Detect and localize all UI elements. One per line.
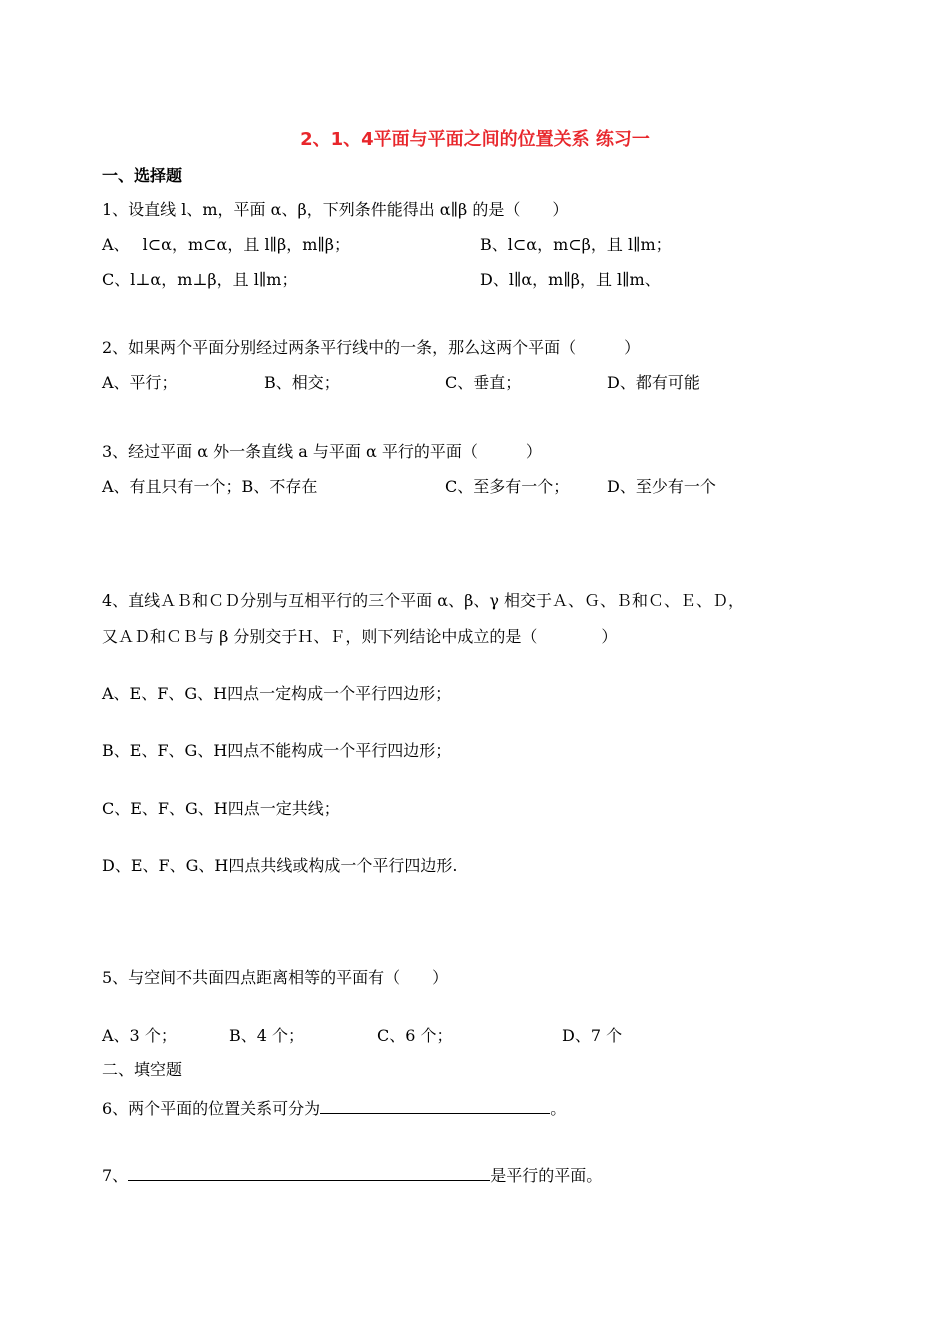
question-4-option-b: B、E、F、G、H四点不能构成一个平行四边形；: [102, 741, 452, 760]
question-2-option-c: C、垂直；: [445, 373, 522, 392]
question-5-stem: 5、与空间不共面四点距离相等的平面有（ ）: [102, 968, 449, 987]
section-heading-fill: 二、填空题: [102, 1060, 183, 1079]
question-3-option-c: C、至多有一个；: [445, 477, 570, 496]
question-2-option-d: D、都有可能: [607, 373, 700, 392]
page-title: 2、1、4平面与平面之间的位置关系 练习一: [300, 129, 650, 150]
question-1-option-c: C、l⊥α，m⊥β，且 l∥m；: [102, 270, 298, 289]
question-1-option-d: D、l∥α，m∥β，且 l∥m、: [480, 270, 661, 289]
question-2-stem: 2、如果两个平面分别经过两条平行线中的一条，那么这两个平面（ ）: [102, 338, 641, 357]
question-6: [102, 1097, 566, 1119]
section-heading-choice: 一、选择题: [102, 166, 183, 185]
question-4-option-a: A、E、F、G、H四点一定构成一个平行四边形；: [102, 684, 452, 703]
question-1-stem: 1、设直线 l、m，平面 α、β，下列条件能得出 α∥β 的是（ ）: [102, 200, 569, 219]
question-2-option-b: B、相交；: [264, 373, 340, 392]
question-5-option-a: A、3 个；: [102, 1026, 177, 1045]
question-5-option-b: B、4 个；: [229, 1026, 305, 1045]
question-6-answer-blank[interactable]: [320, 1097, 550, 1114]
question-3-stem: 3、经过平面 α 外一条直线 a 与平面 α 平行的平面（ ）: [102, 442, 542, 461]
question-4-stem-line2: 又ＡＤ和ＣＢ与 β 分别交于Ｈ、Ｆ，则下列结论中成立的是（ ）: [102, 627, 618, 646]
question-2-option-a: A、平行；: [102, 373, 178, 392]
question-7-prefix: 7、: [102, 1166, 129, 1185]
question-3-option-d: D、至少有一个: [607, 477, 716, 496]
question-7-answer-blank[interactable]: [128, 1164, 490, 1181]
question-5-option-d: D、7 个: [562, 1026, 623, 1045]
question-4-option-c: C、E、F、G、H四点一定共线；: [102, 799, 340, 818]
question-4-stem-line1: 4、直线ＡＢ和ＣＤ分别与互相平行的三个平面 α、β、γ 相交于Ａ、Ｇ、Ｂ和Ｃ、Ｅ、Ｄ，: [102, 591, 744, 610]
question-5-option-c: C、6 个；: [377, 1026, 453, 1045]
question-1-option-b: B、l⊂α，m⊂β，且 l∥m；: [480, 235, 672, 254]
question-7-suffix: 是平行的平面。: [490, 1166, 603, 1185]
question-3-option-ab: A、有且只有一个；B、不存在: [102, 477, 318, 496]
question-6-prefix: 6、两个平面的位置关系可分为: [102, 1099, 321, 1118]
question-4-option-d: D、E、F、G、H四点共线或构成一个平行四边形.: [102, 856, 458, 875]
question-1-option-a: A、 l⊂α，m⊂α，且 l∥β，m∥β；: [102, 235, 351, 254]
question-7: [102, 1164, 602, 1186]
question-6-suffix: 。: [550, 1099, 567, 1118]
